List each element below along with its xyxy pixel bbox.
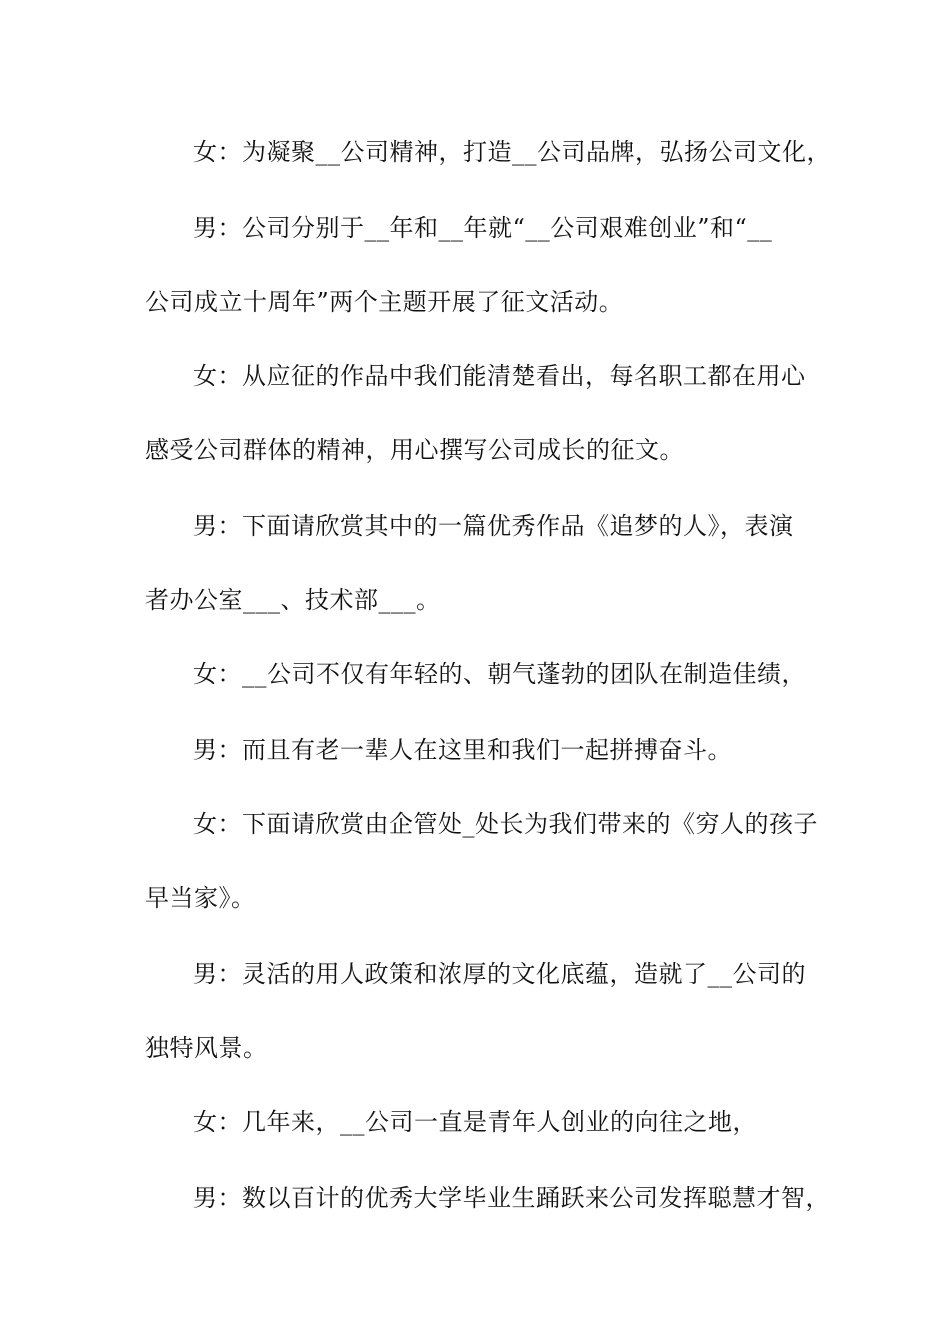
text-line: 女：几年来，__公司一直是青年人创业的向往之地， bbox=[193, 1108, 757, 1136]
text-line: 男：下面请欣赏其中的一篇优秀作品《追梦的人》，表演 bbox=[193, 512, 794, 540]
text-line: 男：而且有老一辈人在这里和我们一起拼搏奋斗。 bbox=[193, 736, 732, 764]
text-line: 男：数以百计的优秀大学毕业生踊跃来公司发挥聪慧才智， bbox=[193, 1184, 830, 1212]
text-line: 男：公司分别于__年和__年就“__公司艰难创业”和“__ bbox=[193, 214, 773, 242]
text-line: 女：从应征的作品中我们能清楚看出，每名职工都在用心 bbox=[193, 362, 806, 390]
text-line: 女：为凝聚__公司精神，打造__公司品牌，弘扬公司文化， bbox=[193, 138, 831, 166]
text-line: 早当家》。 bbox=[145, 884, 256, 912]
text-line: 独特风景。 bbox=[145, 1034, 268, 1062]
text-line: 感受公司群体的精神，用心撰写公司成长的征文。 bbox=[145, 436, 684, 464]
text-line: 女：下面请欣赏由企管处_处长为我们带来的《穷人的孩子 bbox=[193, 810, 818, 838]
text-line: 者办公室___、技术部___。 bbox=[145, 586, 441, 614]
text-line: 女：__公司不仅有年轻的、朝气蓬勃的团队在制造佳绩， bbox=[193, 660, 806, 688]
text-line: 男：灵活的用人政策和浓厚的文化底蕴，造就了__公司的 bbox=[193, 960, 806, 988]
text-line: 公司成立十周年”两个主题开展了征文活动。 bbox=[145, 288, 624, 316]
